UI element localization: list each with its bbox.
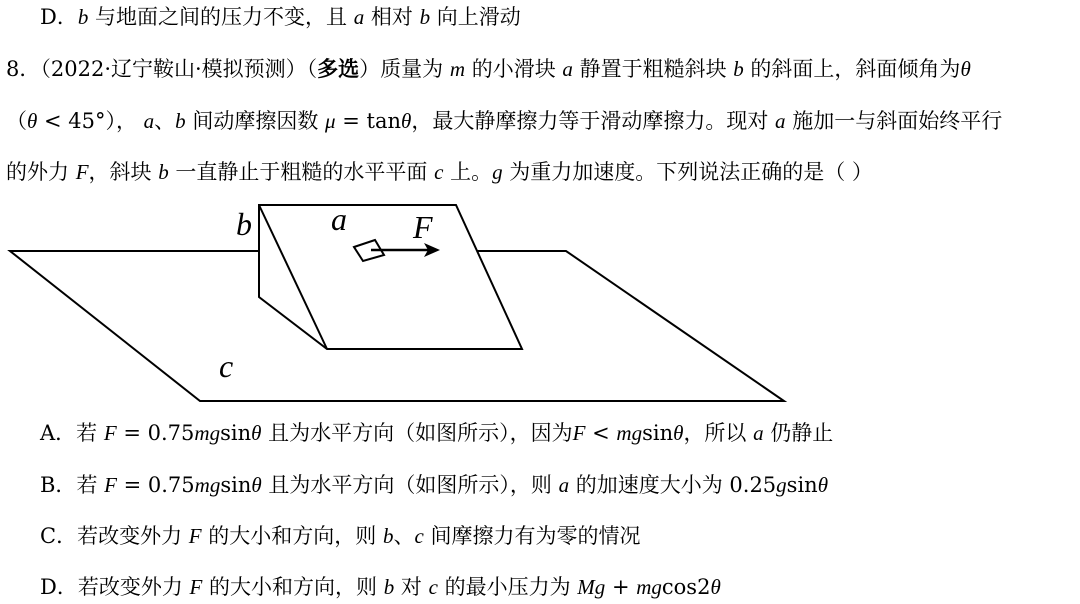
var-F: F bbox=[189, 575, 203, 599]
var-F: F bbox=[103, 421, 117, 445]
var-a: a bbox=[562, 57, 573, 81]
text: ，所以 bbox=[683, 421, 754, 445]
var-Mg: Mg bbox=[577, 575, 606, 599]
var-b: b bbox=[419, 5, 431, 29]
text: 对 bbox=[394, 575, 429, 599]
question-line-3 bbox=[6, 157, 873, 187]
var-mg: mg bbox=[194, 421, 221, 445]
var-mg: mg bbox=[194, 473, 221, 497]
text: 且为水平方向（如图所示），则 bbox=[261, 473, 559, 497]
text: 相对 bbox=[364, 5, 420, 29]
var-b: b bbox=[77, 5, 89, 29]
text: 的外力 bbox=[6, 160, 76, 184]
question-number: 8． bbox=[6, 57, 41, 81]
var-b: b bbox=[175, 109, 186, 133]
text: 的大小和方向，则 bbox=[202, 575, 384, 599]
option-d bbox=[40, 572, 721, 602]
text: 质量为 bbox=[380, 57, 450, 81]
var-c: c bbox=[428, 575, 438, 599]
multi-select-tag: 多选 bbox=[317, 56, 360, 81]
option-label: A． bbox=[40, 421, 77, 445]
var-theta: θ bbox=[710, 575, 721, 599]
var-a: a bbox=[753, 421, 764, 445]
text: ，斜块 bbox=[88, 160, 159, 184]
text: 为重力加速度。下列说法正确的是（ ） bbox=[502, 160, 873, 184]
text: = tan bbox=[335, 109, 402, 133]
text: < 45°）， bbox=[37, 109, 144, 133]
var-theta: θ bbox=[960, 57, 971, 81]
text: = 0.75 bbox=[116, 421, 195, 445]
option-b bbox=[40, 470, 828, 500]
option-c bbox=[40, 521, 640, 551]
var-c: c bbox=[434, 160, 444, 184]
text: 若改变外力 bbox=[77, 524, 189, 548]
text: 的小滑块 bbox=[465, 57, 563, 81]
text: 向上滑动 bbox=[430, 5, 521, 29]
var-F: F bbox=[572, 421, 586, 445]
var-b: b bbox=[383, 575, 395, 599]
var-a: a bbox=[558, 473, 570, 497]
text: （ bbox=[6, 109, 27, 133]
text: 间摩擦力有为零的情况 bbox=[423, 524, 641, 548]
text: 施加一与斜面始终平行 bbox=[785, 109, 1003, 133]
text: 间动摩擦因数 bbox=[185, 109, 326, 133]
text: < bbox=[585, 421, 617, 445]
text: 若 bbox=[76, 421, 104, 445]
text: sin bbox=[786, 473, 818, 497]
option-label: D． bbox=[40, 575, 78, 599]
text: = 0.75 bbox=[116, 473, 195, 497]
text: sin bbox=[220, 473, 252, 497]
option-a bbox=[40, 418, 833, 448]
var-a: a bbox=[143, 109, 155, 133]
text: sin bbox=[642, 421, 674, 445]
var-a: a bbox=[353, 5, 365, 29]
text: ） bbox=[359, 57, 381, 81]
text: sin bbox=[220, 421, 252, 445]
text: 的最小压力为 bbox=[437, 575, 578, 599]
label-a: a bbox=[331, 201, 347, 237]
var-mu: μ bbox=[325, 109, 336, 133]
var-F: F bbox=[75, 160, 89, 184]
incline-block-b bbox=[259, 205, 522, 349]
var-b: b bbox=[382, 524, 394, 548]
var-b: b bbox=[733, 57, 744, 81]
prev-option-d bbox=[40, 2, 521, 32]
question-line-2 bbox=[6, 106, 1002, 136]
physics-diagram bbox=[0, 196, 800, 406]
var-F: F bbox=[188, 524, 202, 548]
var-theta: θ bbox=[251, 421, 262, 445]
var-b: b bbox=[158, 160, 169, 184]
text: 、 bbox=[154, 109, 176, 133]
option-label: C． bbox=[40, 524, 78, 548]
var-theta: θ bbox=[251, 473, 262, 497]
question-source: （2022·辽宁鞍山·模拟预测）（ bbox=[40, 57, 318, 81]
var-c: c bbox=[414, 524, 424, 548]
var-m: m bbox=[449, 57, 466, 81]
var-theta: θ bbox=[817, 473, 829, 497]
option-label: D． bbox=[40, 5, 78, 29]
var-mg: mg bbox=[616, 421, 643, 445]
text: 静置于粗糙斜块 bbox=[572, 57, 734, 81]
text: cos2 bbox=[661, 575, 711, 599]
question-line-1 bbox=[6, 54, 971, 84]
var-theta: θ bbox=[27, 109, 38, 133]
text: 上。 bbox=[443, 160, 493, 184]
text: 、 bbox=[393, 524, 415, 548]
var-F: F bbox=[104, 473, 117, 497]
option-label: B． bbox=[40, 473, 77, 497]
label-b: b bbox=[236, 206, 252, 242]
text: 的斜面上，斜面倾角为 bbox=[743, 57, 961, 81]
var-theta: θ bbox=[401, 109, 412, 133]
text: 若 bbox=[76, 473, 105, 497]
label-c: c bbox=[219, 348, 234, 384]
var-g: g bbox=[776, 473, 787, 497]
text: 的大小和方向，则 bbox=[201, 524, 383, 548]
text: 仍静止 bbox=[763, 421, 834, 445]
text: ，最大静摩擦力等于滑动摩擦力。现对 bbox=[411, 109, 776, 133]
text: 与地面之间的压力不变，且 bbox=[88, 5, 354, 29]
text: 一直静止于粗糙的水平平面 bbox=[168, 160, 435, 184]
var-theta: θ bbox=[673, 421, 684, 445]
var-g: g bbox=[492, 160, 503, 184]
label-F: F bbox=[413, 209, 433, 245]
var-a: a bbox=[775, 109, 786, 133]
text: 且为水平方向（如图所示），因为 bbox=[261, 421, 573, 445]
text: + bbox=[605, 575, 637, 599]
text: 的加速度大小为 0.25 bbox=[569, 473, 777, 497]
text: 若改变外力 bbox=[77, 575, 190, 599]
var-mg: mg bbox=[636, 575, 662, 599]
